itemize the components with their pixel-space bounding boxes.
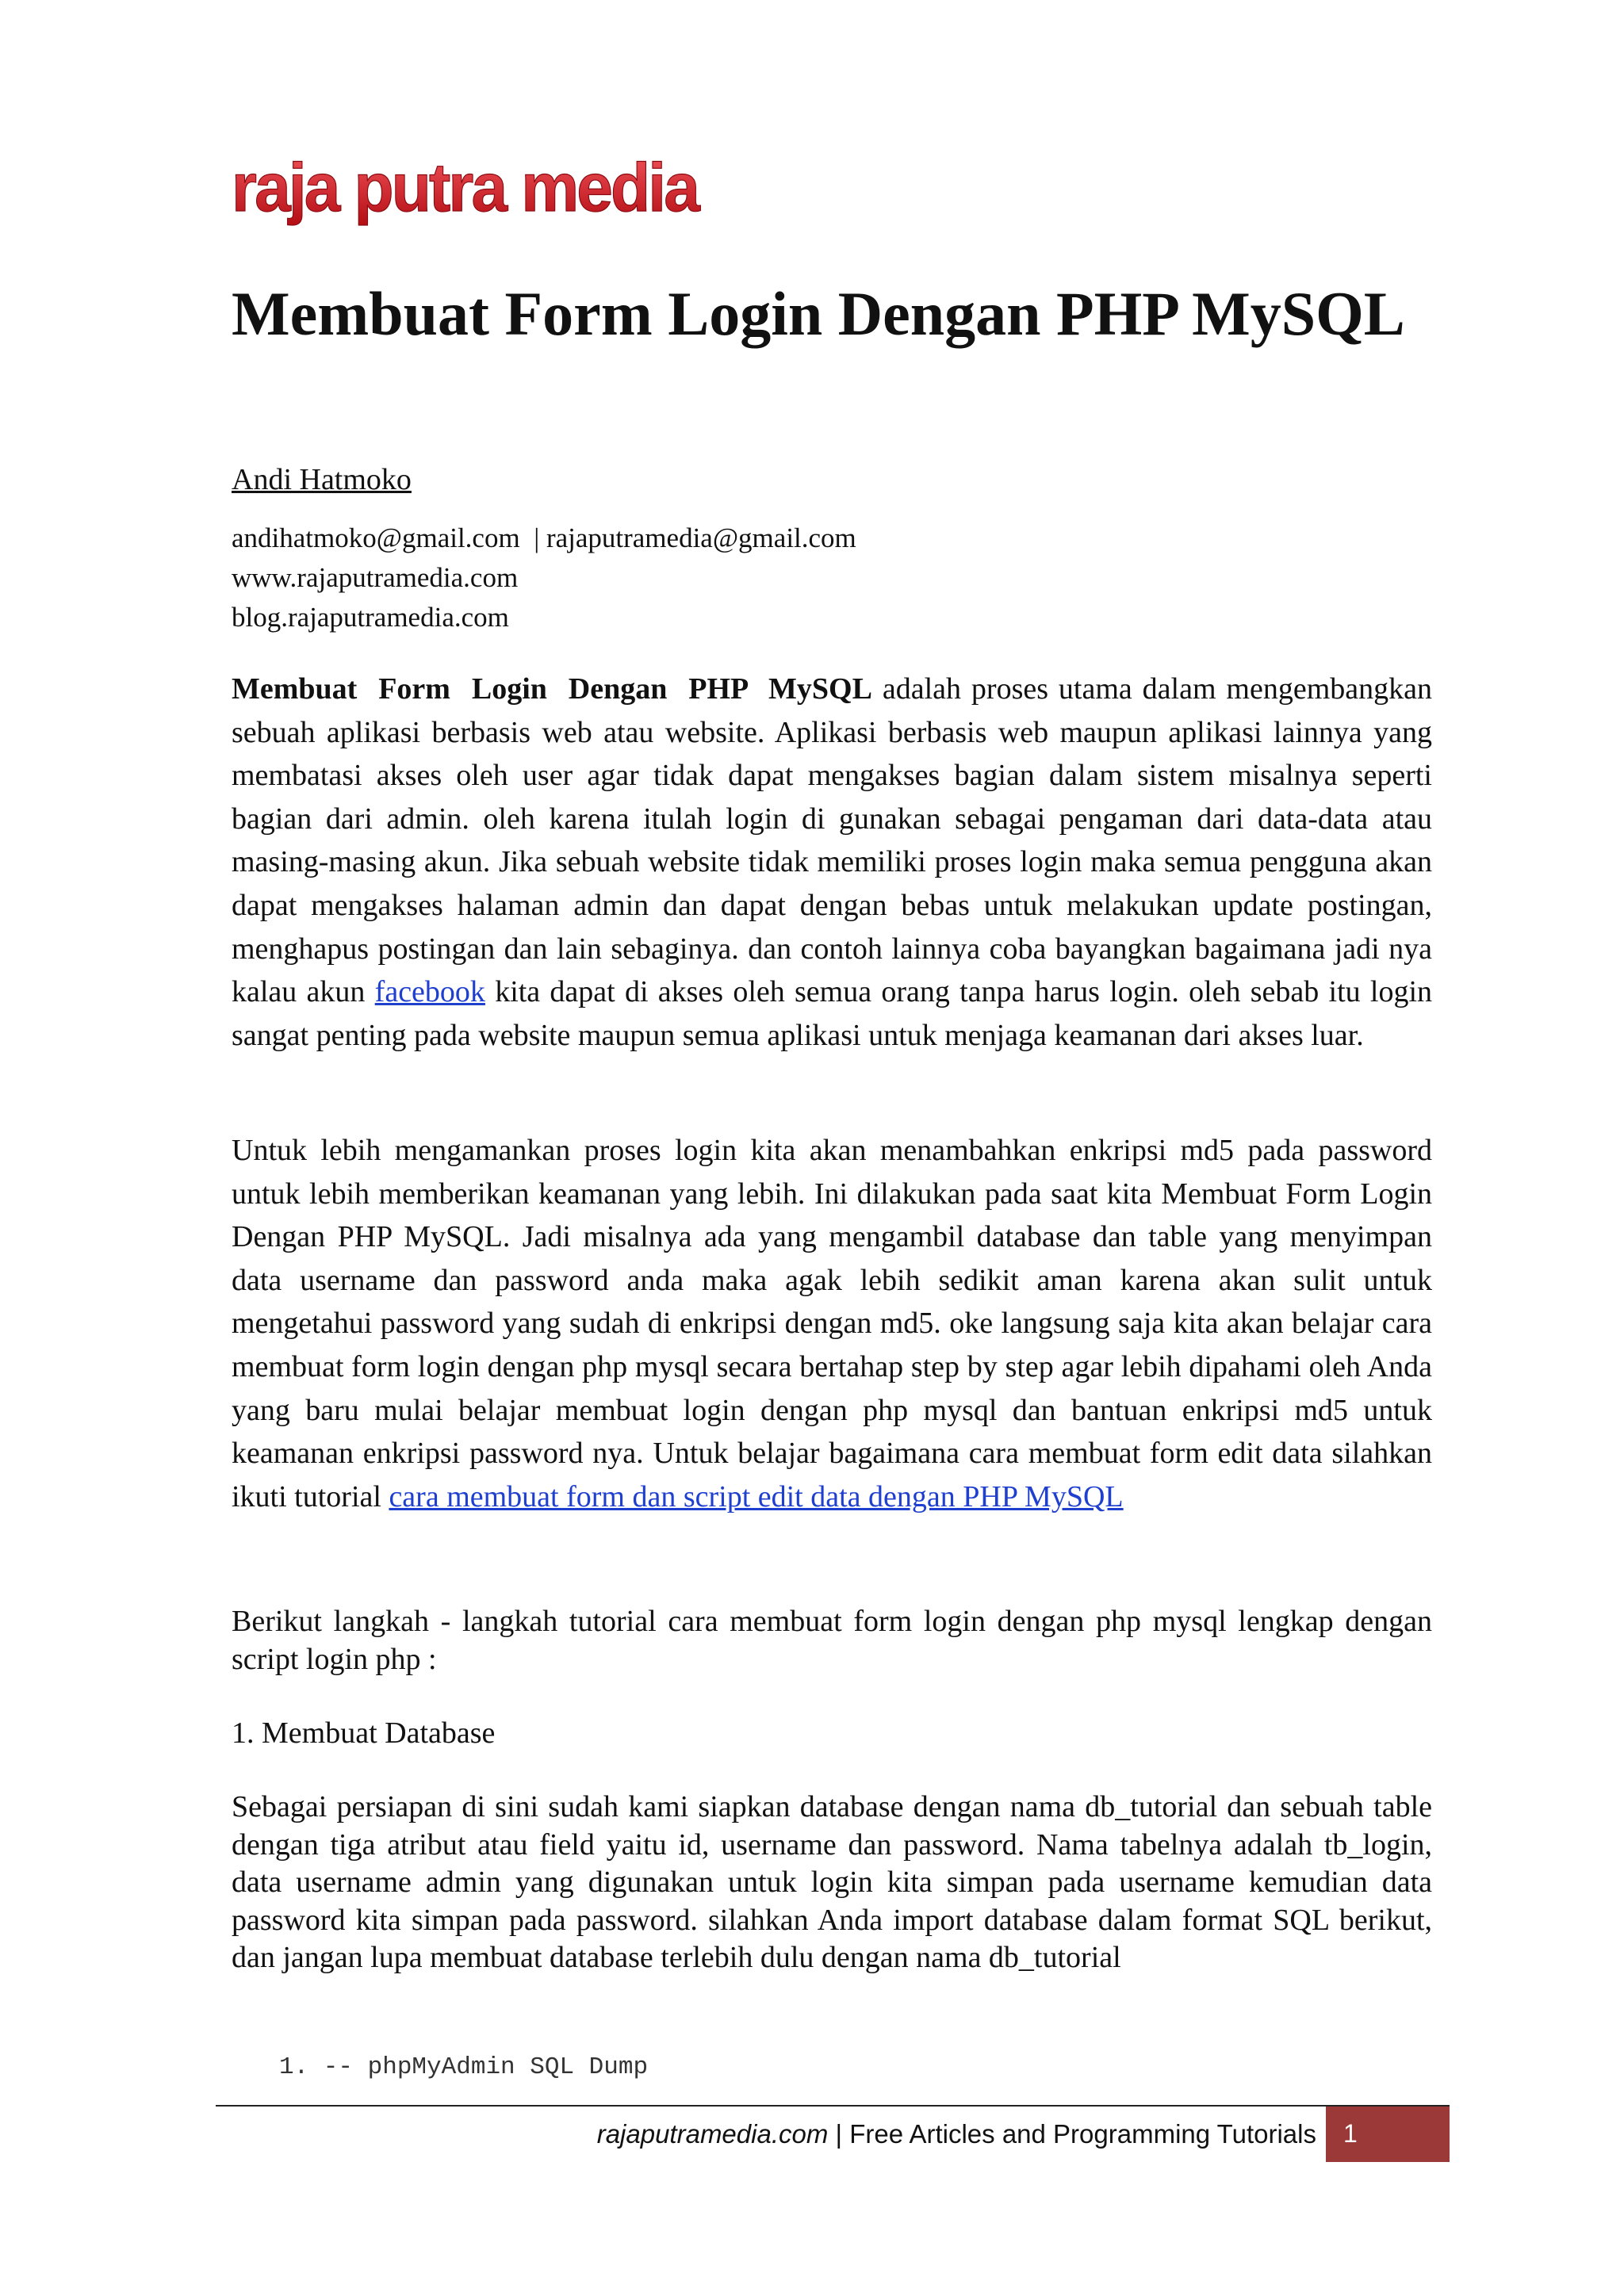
footer-divider <box>216 2105 1450 2107</box>
intro-text: adalah proses utama dalam mengembangkan sebuah aplikasi berbasis web atau website. Aplikasi berbasis web maupun aplikasi lainnya yang membatasi akses oleh user agar tidak dapat mengakses bagian dalam sistem misalnya seperti bagian dari admin. oleh karena itulah login di gunakan sebagai pengaman dari data-data atau masing-masing akun. Jika sebuah website tidak memiliki proses login maka semua pengguna akan dapat mengakses halaman admin dan dapat dengan bebas untuk melakukan update postingan, menghapus postingan dan lain sebaginya. dan contoh lainnya coba bayangkan bagaimana jadi nya kalau akun <box>232 672 1432 1009</box>
blog-line: blog.rajaputramedia.com <box>232 602 509 633</box>
footer-separator: | <box>828 2119 850 2149</box>
security-text: Untuk lebih mengamankan proses login kita akan menambahkan enkripsi md5 pada password untuk lebih memberikan keamanan yang lebih. Ini dilakukan pada saat kita Membuat Form Login Dengan PHP MySQL. Jadi misalnya ada yang mengambil database dan table yang menyimpan data username dan password anda maka agak lebih sedikit aman karena akan sulit untuk mengetahui password yang sudah di enkripsi dengan md5. oke langsung saja kita akan belajar cara membuat form login dengan php mysql secara bertahap step by step agar lebih dipahami oleh Anda yang baru mulai belajar membuat login dengan php mysql dan bantuan enkripsi md5 untuk keamanan enkripsi password nya. Untuk belajar bagaimana cara membuat form edit data silahkan ikuti tutorial <box>232 1134 1432 1513</box>
page-number: 1 <box>1326 2107 1450 2162</box>
footer-text <box>531 2111 1316 2157</box>
contact-info <box>232 519 856 637</box>
author-name[interactable]: Andi Hatmoko <box>232 463 412 496</box>
security-paragraph <box>232 1129 1432 1518</box>
website-line: www.rajaputramedia.com <box>232 562 519 593</box>
facebook-link[interactable]: facebook <box>374 975 485 1009</box>
email-line: andihatmoko@gmail.com | rajaputramedia@gmail.com <box>232 522 856 553</box>
intro-lead: Membuat Form Login Dengan PHP MySQL <box>232 672 872 706</box>
intro-end: kita dapat di akses oleh semua orang tanpa harus login. oleh sebab itu login sangat penting pada website maupun semua aplikasi untuk menjaga keamanan dari akses luar. <box>232 975 1432 1052</box>
step-heading: 1. Membuat Database <box>232 1716 496 1750</box>
edit-data-tutorial-link[interactable]: cara membuat form dan script edit data dengan PHP MySQL <box>389 1479 1124 1513</box>
svg-text:raja putra media: raja putra media <box>232 155 701 226</box>
steps-intro-paragraph: Berikut langkah - langkah tutorial cara membuat form login dengan php mysql lengkap dengan script login php : <box>232 1605 1432 1676</box>
footer-site: rajaputramedia.com <box>596 2119 829 2149</box>
raja-putra-media-logo <box>230 155 706 243</box>
article-title: Membuat Form Login Dengan PHP MySQL <box>232 279 1405 348</box>
database-paragraph: Sebagai persiapan di sini sudah kami siapkan database dengan nama db_tutorial dan sebuah table dengan tiga atribut atau field yaitu id, username dan password. Nama tabelnya adalah tb_login, data username admin yang digunakan untuk login kita simpan pada username kemudian data password kita simpan pada password. silahkan Anda import database dalam format SQL berikut, dan jangan lupa membuat database terlebih dulu dengan nama db_tutorial <box>232 1790 1432 1974</box>
intro-paragraph <box>232 668 1432 1057</box>
code-line: 1. -- phpMyAdmin SQL Dump <box>279 2053 649 2081</box>
footer-tagline: Free Articles and Programming Tutorials <box>849 2119 1316 2149</box>
